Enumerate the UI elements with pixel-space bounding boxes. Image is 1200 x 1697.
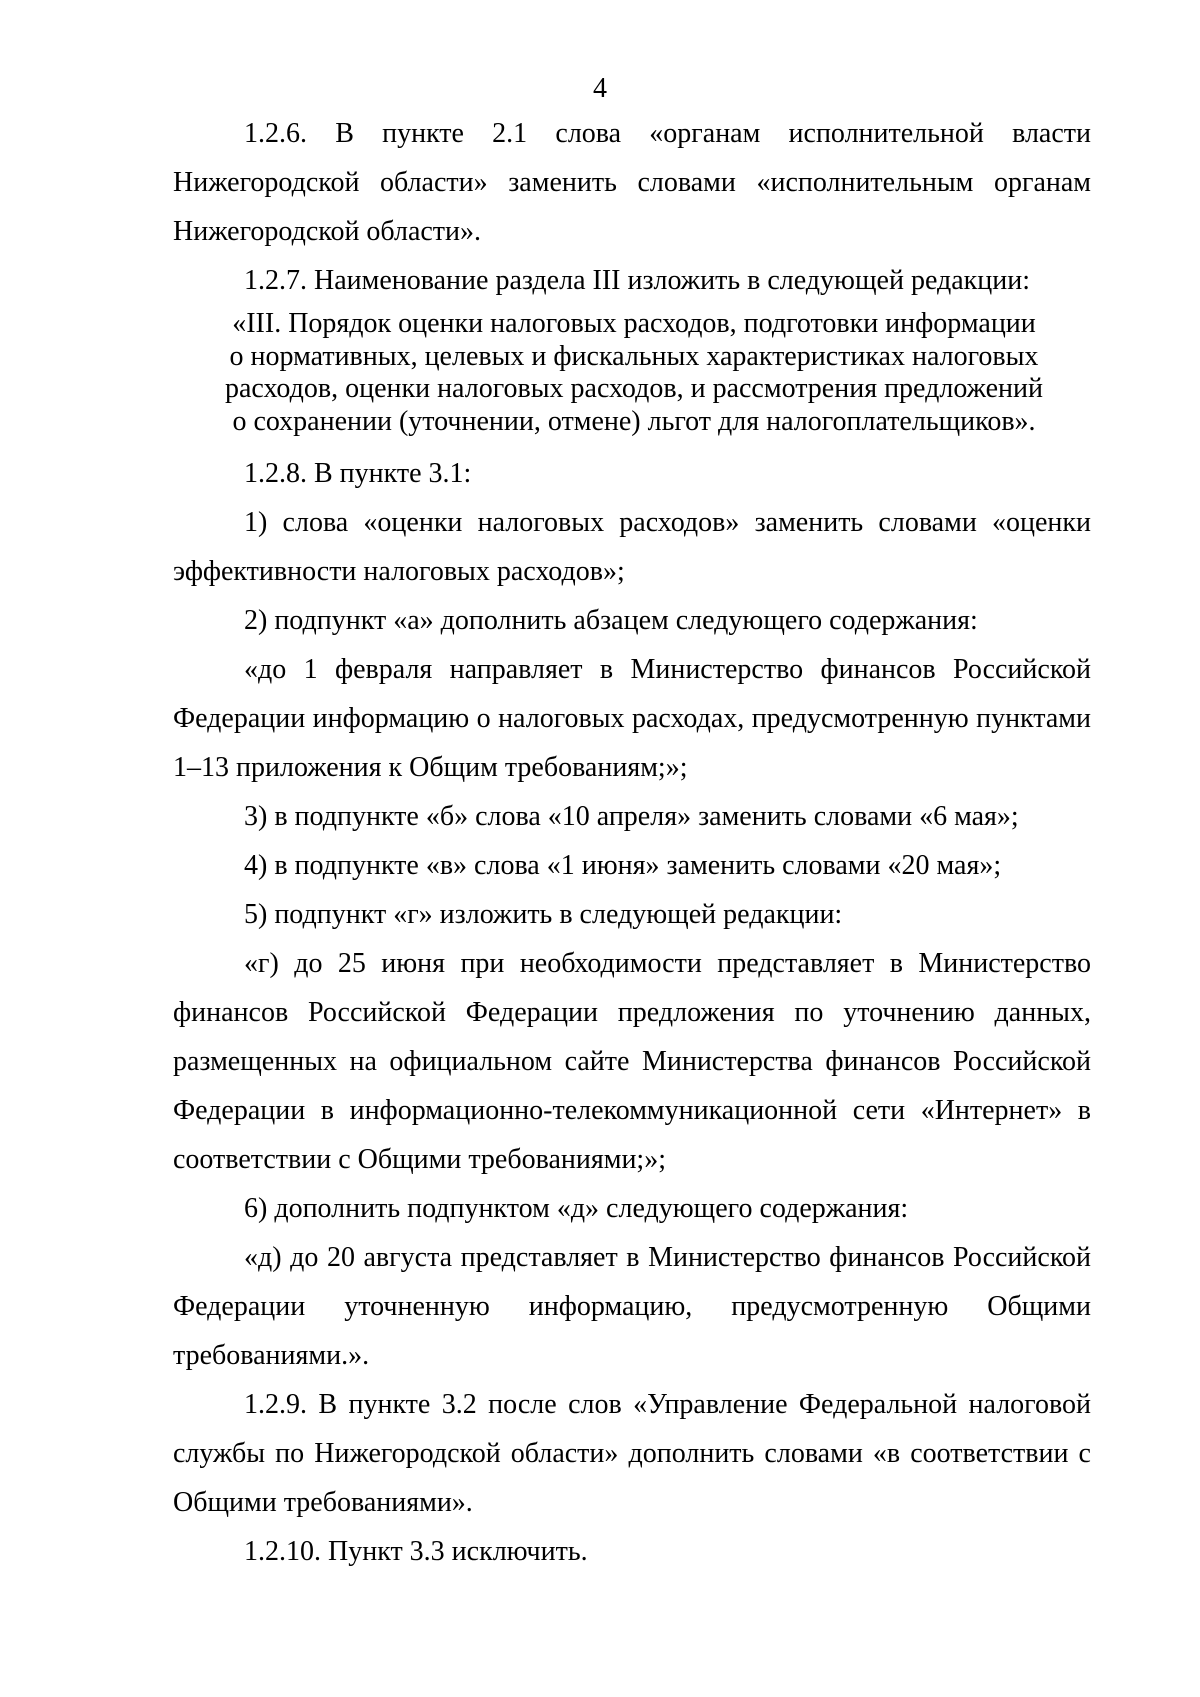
subitem-5: 5) подпункт «г» изложить в следующей редакции: — [244, 899, 843, 930]
subitem-3: 3) в подпункте «б» слова «10 апреля» заменить словами «6 мая»; — [244, 801, 1019, 832]
paragraph-1-2-10: 1.2.10. Пункт 3.3 исключить. — [244, 1536, 588, 1567]
subitem-6: 6) дополнить подпунктом «д» следующего содержания: — [244, 1193, 909, 1224]
quoted-subitem-d: «д) до 20 августа представляет в Министерство финансов Российской Федерации уточненную информацию, предусмотренную Общими требованиями.». — [173, 1242, 1091, 1371]
heading-line: расходов, оценки налоговых расходов, и рассмотрения предложений — [225, 373, 1043, 404]
section-heading-quote — [173, 308, 1091, 438]
page-number: 4 — [593, 73, 607, 104]
quoted-addition-a: «до 1 февраля направляет в Министерство финансов Российской Федерации информацию о налоговых расходах, предусмотренную пунктами 1–13 приложения к Общим требованиям;»; — [173, 654, 1091, 783]
heading-line: «III. Порядок оценки налоговых расходов, подготовки информации — [232, 308, 1036, 339]
paragraph-1-2-8: 1.2.8. В пункте 3.1: — [244, 458, 472, 489]
quoted-subitem-g: «г) до 25 июня при необходимости представляет в Министерство финансов Российской Федерации предложения по уточнению данных, размещенных на официальном сайте Министерства финансов Российской Федерации в информационно-телекоммуникационной сети «Интернет» в соответствии с Общими требованиями;»; — [173, 948, 1091, 1175]
document-body — [173, 109, 1091, 1576]
heading-line: о нормативных, целевых и фискальных характеристиках налоговых — [229, 340, 1039, 372]
paragraph-1-2-9: 1.2.9. В пункте 3.2 после слов «Управление Федеральной налоговой службы по Нижегородской области» дополнить словами «в соответствии с Общими требованиями». — [173, 1389, 1091, 1518]
subitem-1: 1) слова «оценки налоговых расходов» заменить словами «оценки эффективности налоговых расходов»; — [173, 507, 1091, 587]
paragraph-1-2-6: 1.2.6. В пункте 2.1 слова «органам исполнительной власти Нижегородской области» заменить словами «исполнительным органам Нижегородской области». — [173, 118, 1091, 247]
subitem-2: 2) подпункт «а» дополнить абзацем следующего содержания: — [244, 605, 978, 636]
heading-line: о сохранении (уточнении, отмене) льгот для налогоплательщиков». — [232, 405, 1036, 437]
paragraph-1-2-7: 1.2.7. Наименование раздела III изложить в следующей редакции: — [244, 265, 1031, 296]
subitem-4: 4) в подпункте «в» слова «1 июня» заменить словами «20 мая»; — [244, 850, 1002, 881]
